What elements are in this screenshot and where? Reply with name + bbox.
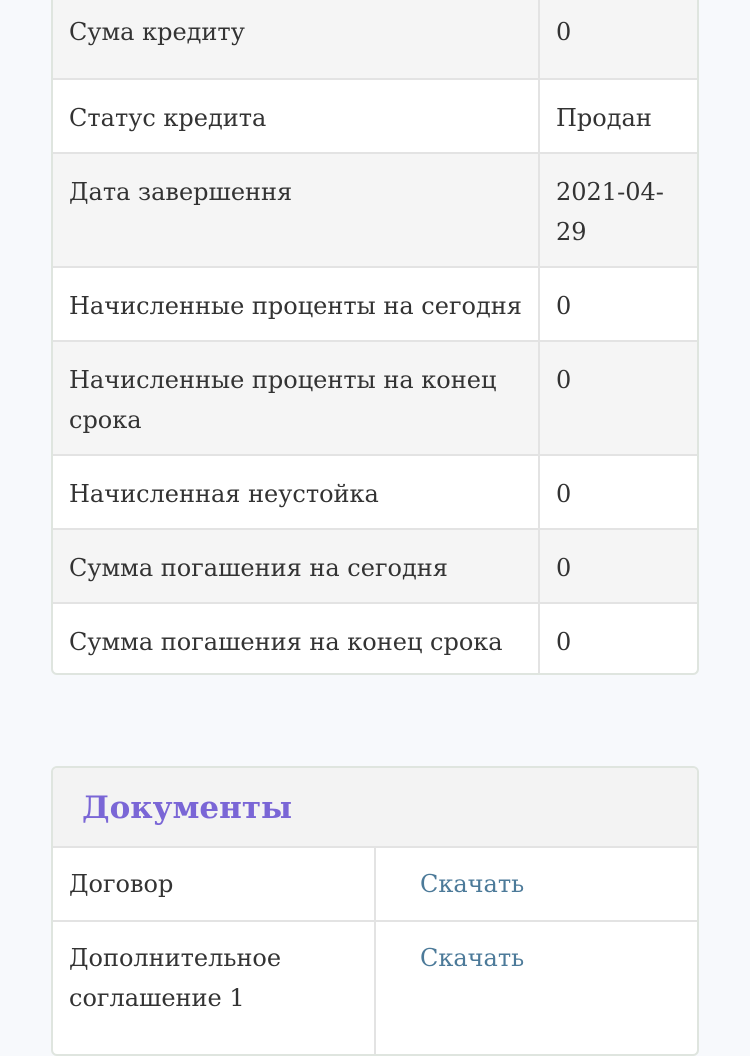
accrued-interest-term-end-label: Начисленные проценты на конец срока xyxy=(53,342,540,454)
accrued-interest-term-end-value: 0 xyxy=(556,366,572,394)
supplementary-agreement-label: Дополнительное соглашение 1 xyxy=(53,922,376,1056)
document-row xyxy=(53,848,697,922)
credit-amount-label: Сума кредиту xyxy=(53,0,540,78)
contract-cell xyxy=(376,848,697,920)
documents-title: Документы xyxy=(82,790,293,826)
credit-details-table xyxy=(51,0,699,675)
completion-date-value: 2021-04-29 xyxy=(556,178,664,246)
contract-label: Договор xyxy=(53,848,376,920)
table-row xyxy=(53,154,697,268)
credit-amount-value: 0 xyxy=(556,18,572,46)
repayment-today-label: Сумма погашения на сегодня xyxy=(53,530,540,602)
table-row xyxy=(53,530,697,604)
credit-status-value: Продан xyxy=(556,104,652,132)
credit-status-label: Статус кредита xyxy=(53,80,540,152)
table-row xyxy=(53,456,697,530)
documents-header xyxy=(53,768,697,848)
accrued-interest-today-label: Начисленные проценты на сегодня xyxy=(53,268,540,340)
repayment-today-value: 0 xyxy=(556,554,572,582)
document-row xyxy=(53,922,697,1056)
table-row xyxy=(53,342,697,456)
table-row xyxy=(53,0,697,80)
table-row xyxy=(53,268,697,342)
completion-date-label: Дата завершення xyxy=(53,154,540,266)
repayment-term-end-label: Сумма погашения на конец срока xyxy=(53,604,540,675)
repayment-term-end-value: 0 xyxy=(556,628,572,656)
contract-download-link[interactable]: Скачать xyxy=(420,870,525,898)
supplementary-agreement-cell xyxy=(376,922,697,1056)
accrued-interest-today-value: 0 xyxy=(556,292,572,320)
accrued-penalty-label: Начисленная неустойка xyxy=(53,456,540,528)
table-row xyxy=(53,604,697,675)
accrued-penalty-value: 0 xyxy=(556,480,572,508)
table-row xyxy=(53,80,697,154)
supplementary-agreement-download-link[interactable]: Скачать xyxy=(420,944,525,972)
documents-panel xyxy=(51,766,699,1056)
